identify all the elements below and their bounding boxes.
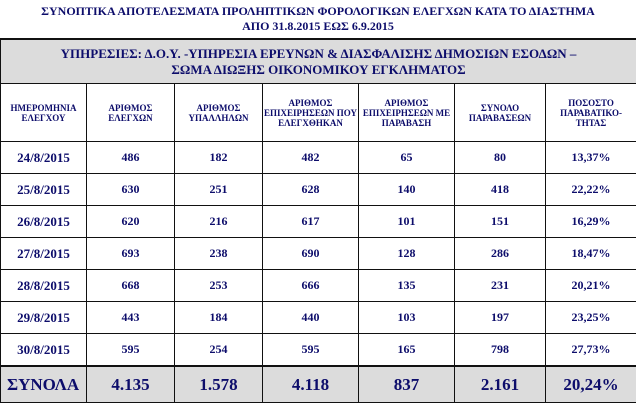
cell-inspections: 630 — [87, 174, 175, 206]
cell-employees: 251 — [175, 174, 263, 206]
cell-total-violations: 798 — [455, 334, 546, 367]
cell-businesses-inspected: 690 — [263, 238, 359, 270]
header-businesses-violations: ΑΡΙΘΜΟΣ ΕΠΙΧΕΙΡΗΣΕΩΝ ΜΕ ΠΑΡΑΒΑΣΗ — [359, 84, 455, 142]
cell-businesses-inspected: 440 — [263, 302, 359, 334]
cell-inspections: 486 — [87, 142, 175, 174]
cell-total-violations: 418 — [455, 174, 546, 206]
cell-inspections: 693 — [87, 238, 175, 270]
header-businesses-inspected: ΑΡΙΘΜΟΣ ΕΠΙΧΕΙΡΗΣΕΩΝ ΠΟΥ ΕΛΕΓΧΘΗΚΑΝ — [263, 84, 359, 142]
total-employees: 1.578 — [175, 366, 263, 403]
cell-violation-rate: 23,25% — [546, 302, 636, 334]
totals-row — [1, 366, 636, 403]
cell-employees: 184 — [175, 302, 263, 334]
cell-businesses-violations: 165 — [359, 334, 455, 367]
cell-employees: 238 — [175, 238, 263, 270]
table-row — [1, 270, 636, 302]
cell-date: 29/8/2015 — [1, 302, 87, 334]
total-violation-rate: 20,24% — [546, 366, 636, 403]
cell-inspections: 620 — [87, 206, 175, 238]
table-row — [1, 142, 636, 174]
cell-businesses-violations: 65 — [359, 142, 455, 174]
table-row — [1, 334, 636, 367]
table-row — [1, 302, 636, 334]
cell-employees: 254 — [175, 334, 263, 367]
table-row — [1, 206, 636, 238]
document-title — [0, 0, 636, 34]
cell-date: 30/8/2015 — [1, 334, 87, 367]
title-line-1: ΣΥΝΟΠΤΙΚΑ ΑΠΟΤΕΛΕΣΜΑΤΑ ΠΡΟΛΗΠΤΙΚΩΝ ΦΟΡΟΛΟΓΙΚΩΝ ΕΛΕΓΧΩΝ ΚΑΤΑ ΤΟ ΔΙΑΣΤΗΜΑ — [41, 4, 595, 18]
totals-label: ΣΥΝΟΛΑ — [1, 366, 87, 403]
cell-violation-rate: 18,47% — [546, 238, 636, 270]
cell-date: 25/8/2015 — [1, 174, 87, 206]
services-line-1: ΥΠΗΡΕΣΙΕΣ: Δ.Ο.Υ. -ΥΠΗΡΕΣΙΑ ΕΡΕΥΝΩΝ & ΔΙΑΣΦΑΛΙΣΗΣ ΔΗΜΟΣΙΩΝ ΕΣΟΔΩΝ – — [60, 45, 577, 61]
header-date: ΗΜΕΡΟΜΗΝΙΑ ΕΛΕΓΧΟΥ — [1, 84, 87, 142]
total-violations: 2.161 — [455, 366, 546, 403]
cell-violation-rate: 22,22% — [546, 174, 636, 206]
cell-businesses-inspected: 628 — [263, 174, 359, 206]
cell-violation-rate: 13,37% — [546, 142, 636, 174]
cell-inspections: 668 — [87, 270, 175, 302]
total-inspections: 4.135 — [87, 366, 175, 403]
cell-employees: 216 — [175, 206, 263, 238]
results-table — [0, 38, 636, 403]
cell-inspections: 595 — [87, 334, 175, 367]
cell-total-violations: 286 — [455, 238, 546, 270]
cell-violation-rate: 27,73% — [546, 334, 636, 367]
services-cell — [1, 39, 636, 84]
cell-businesses-violations: 140 — [359, 174, 455, 206]
cell-inspections: 443 — [87, 302, 175, 334]
header-total-violations: ΣΥΝΟΛΟ ΠΑΡΑΒΑΣΕΩΝ — [455, 84, 546, 142]
cell-total-violations: 197 — [455, 302, 546, 334]
cell-businesses-violations: 135 — [359, 270, 455, 302]
services-row — [1, 39, 636, 84]
header-employees: ΑΡΙΘΜΟΣ ΥΠΑΛΛΗΛΩΝ — [175, 84, 263, 142]
total-businesses-violations: 837 — [359, 366, 455, 403]
cell-violation-rate: 20,21% — [546, 270, 636, 302]
cell-businesses-inspected: 595 — [263, 334, 359, 367]
cell-businesses-inspected: 666 — [263, 270, 359, 302]
cell-employees: 253 — [175, 270, 263, 302]
cell-businesses-violations: 128 — [359, 238, 455, 270]
cell-employees: 182 — [175, 142, 263, 174]
cell-date: 26/8/2015 — [1, 206, 87, 238]
title-line-2: ΑΠΟ 31.8.2015 ΕΩΣ 6.9.2015 — [242, 19, 394, 33]
cell-businesses-inspected: 482 — [263, 142, 359, 174]
cell-businesses-violations: 101 — [359, 206, 455, 238]
header-inspections: ΑΡΙΘΜΟΣ ΕΛΕΓΧΩΝ — [87, 84, 175, 142]
cell-date: 28/8/2015 — [1, 270, 87, 302]
cell-violation-rate: 16,29% — [546, 206, 636, 238]
cell-total-violations: 80 — [455, 142, 546, 174]
services-line-2: ΣΩΜΑ ΔΙΩΞΗΣ ΟΙΚΟΝΟΜΙΚΟΥ ΕΓΚΛΗΜΑΤΟΣ — [171, 61, 466, 77]
table-row — [1, 238, 636, 270]
header-violation-rate: ΠΟΣΟΣΤΟ ΠΑΡΑΒΑΤΙΚΟ-ΤΗΤΑΣ — [546, 84, 636, 142]
cell-total-violations: 151 — [455, 206, 546, 238]
total-businesses-inspected: 4.118 — [263, 366, 359, 403]
cell-date: 24/8/2015 — [1, 142, 87, 174]
header-row — [1, 84, 636, 142]
cell-date: 27/8/2015 — [1, 238, 87, 270]
cell-businesses-violations: 103 — [359, 302, 455, 334]
table-row — [1, 174, 636, 206]
cell-total-violations: 231 — [455, 270, 546, 302]
cell-businesses-inspected: 617 — [263, 206, 359, 238]
